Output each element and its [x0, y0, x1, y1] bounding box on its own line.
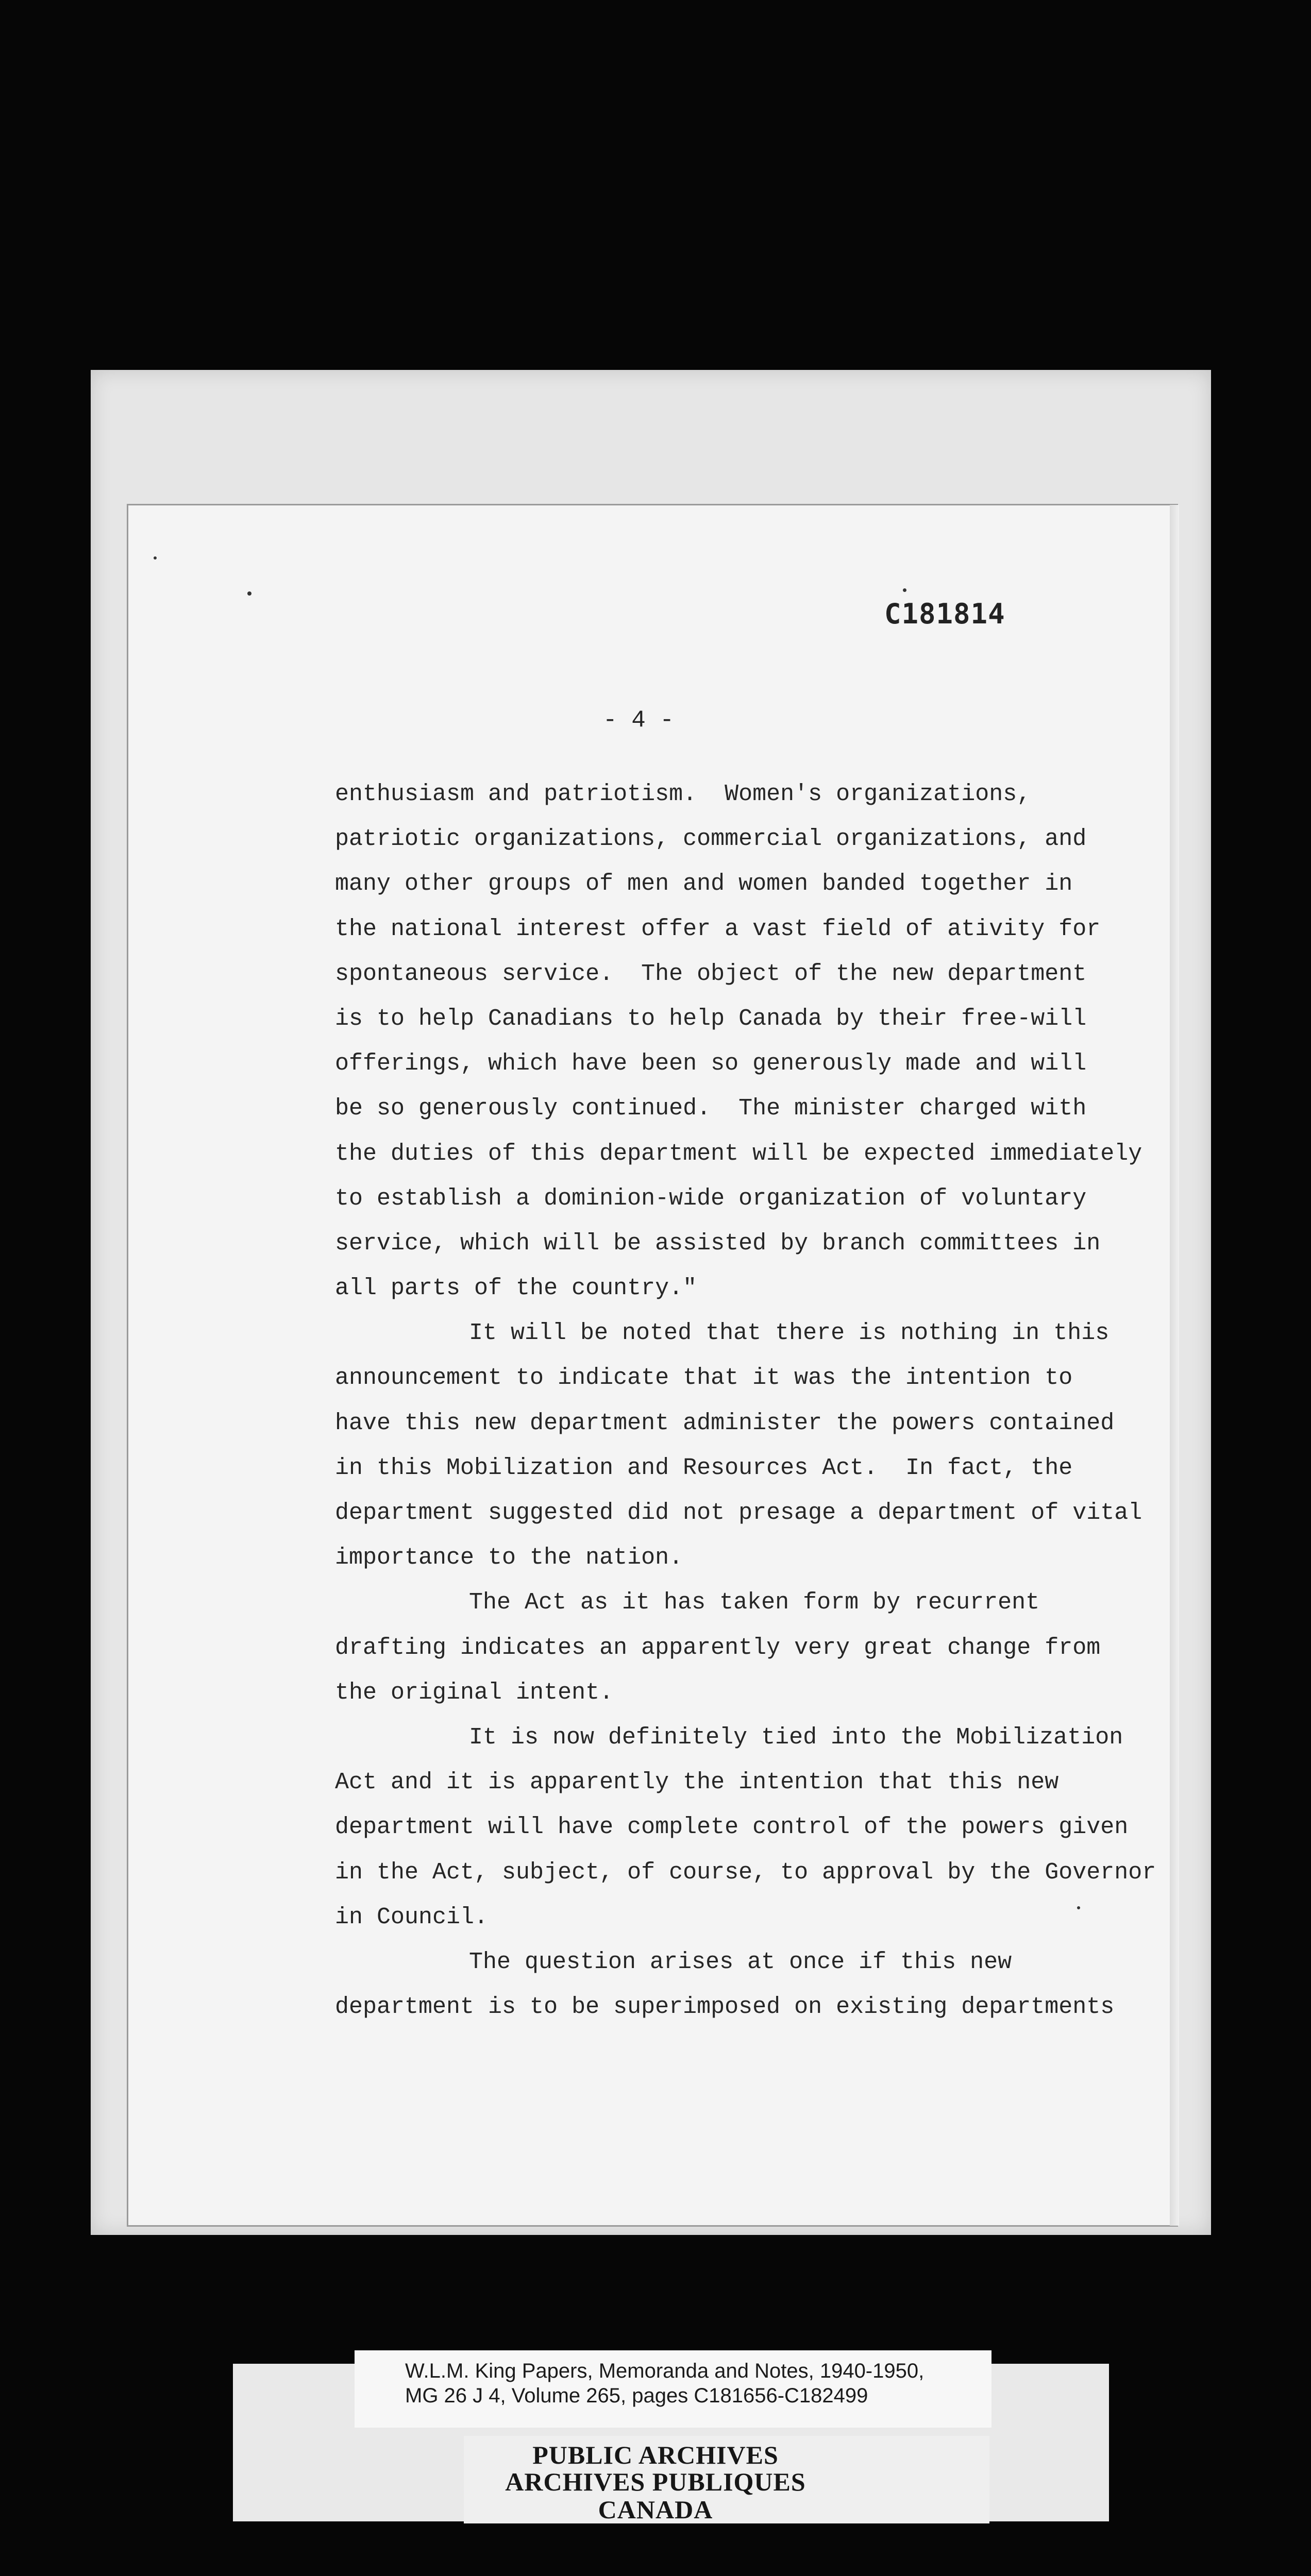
stamp-line-1: PUBLIC ARCHIVES [532, 2441, 779, 2469]
body-line: many other groups of men and women banded together in [335, 871, 1073, 897]
body-line: the original intent. [335, 1679, 614, 1706]
body-line: It is now definitely tied into the Mobilization [469, 1724, 1123, 1751]
body-line: service, which will be assisted by branch committees in [335, 1230, 1101, 1257]
page-number: - 4 - [603, 707, 675, 734]
body-line: department will have complete control of the powers given [335, 1814, 1129, 1841]
stamp-line-3: CANADA [598, 2495, 713, 2524]
body-line: in Council. [335, 1904, 489, 1930]
dust-speck [903, 588, 906, 592]
dust-speck [154, 556, 157, 560]
body-line: all parts of the country." [335, 1275, 697, 1302]
document-id-stamp: C181814 [884, 598, 1005, 630]
body-line: patriotic organizations, commercial organizations, and [335, 826, 1087, 853]
body-line: in the Act, subject, of course, to approval by the Governor [335, 1859, 1156, 1886]
body-line: drafting indicates an apparently very great change from [335, 1634, 1101, 1661]
body-line: spontaneous service. The object of the new department [335, 960, 1087, 987]
body-line: have this new department administer the powers contained [335, 1410, 1115, 1436]
body-line: in this Mobilization and Resources Act. In fact, the [335, 1454, 1073, 1481]
body-line: Act and it is apparently the intention that this new [335, 1769, 1059, 1796]
body-line: The question arises at once if this new [469, 1948, 1012, 1975]
body-text [335, 772, 1156, 2029]
body-line: It will be noted that there is nothing in this [469, 1320, 1110, 1347]
archive-caption-line-1: W.L.M. King Papers, Memoranda and Notes, 1940-1950, [405, 2360, 925, 2382]
body-line: department is to be superimposed on existing departments [335, 1994, 1115, 2021]
body-line: enthusiasm and patriotism. Women's organizations, [335, 781, 1031, 807]
body-line: offerings, which have been so generously made and will [335, 1050, 1087, 1077]
body-line: be so generously continued. The minister charged with [335, 1095, 1087, 1122]
stamp-line-2: ARCHIVES PUBLIQUES [505, 2467, 806, 2496]
body-line: The Act as it has taken form by recurrent [469, 1589, 1040, 1616]
page-edge [1170, 505, 1179, 2226]
archive-caption-line-2: MG 26 J 4, Volume 265, pages C181656-C182499 [405, 2384, 868, 2407]
body-line: importance to the nation. [335, 1545, 683, 1571]
dust-speck [1077, 1906, 1080, 1909]
dust-speck [247, 591, 251, 596]
body-line: announcement to indicate that it was the intention to [335, 1365, 1073, 1392]
body-line: the national interest offer a vast field of ativity for [335, 916, 1101, 942]
body-line: is to help Canadians to help Canada by their free-will [335, 1005, 1087, 1032]
body-line: department suggested did not presage a department of vital [335, 1500, 1142, 1526]
body-line: to establish a dominion-wide organization of voluntary [335, 1185, 1087, 1212]
body-line: the duties of this department will be expected immediately [335, 1140, 1142, 1167]
